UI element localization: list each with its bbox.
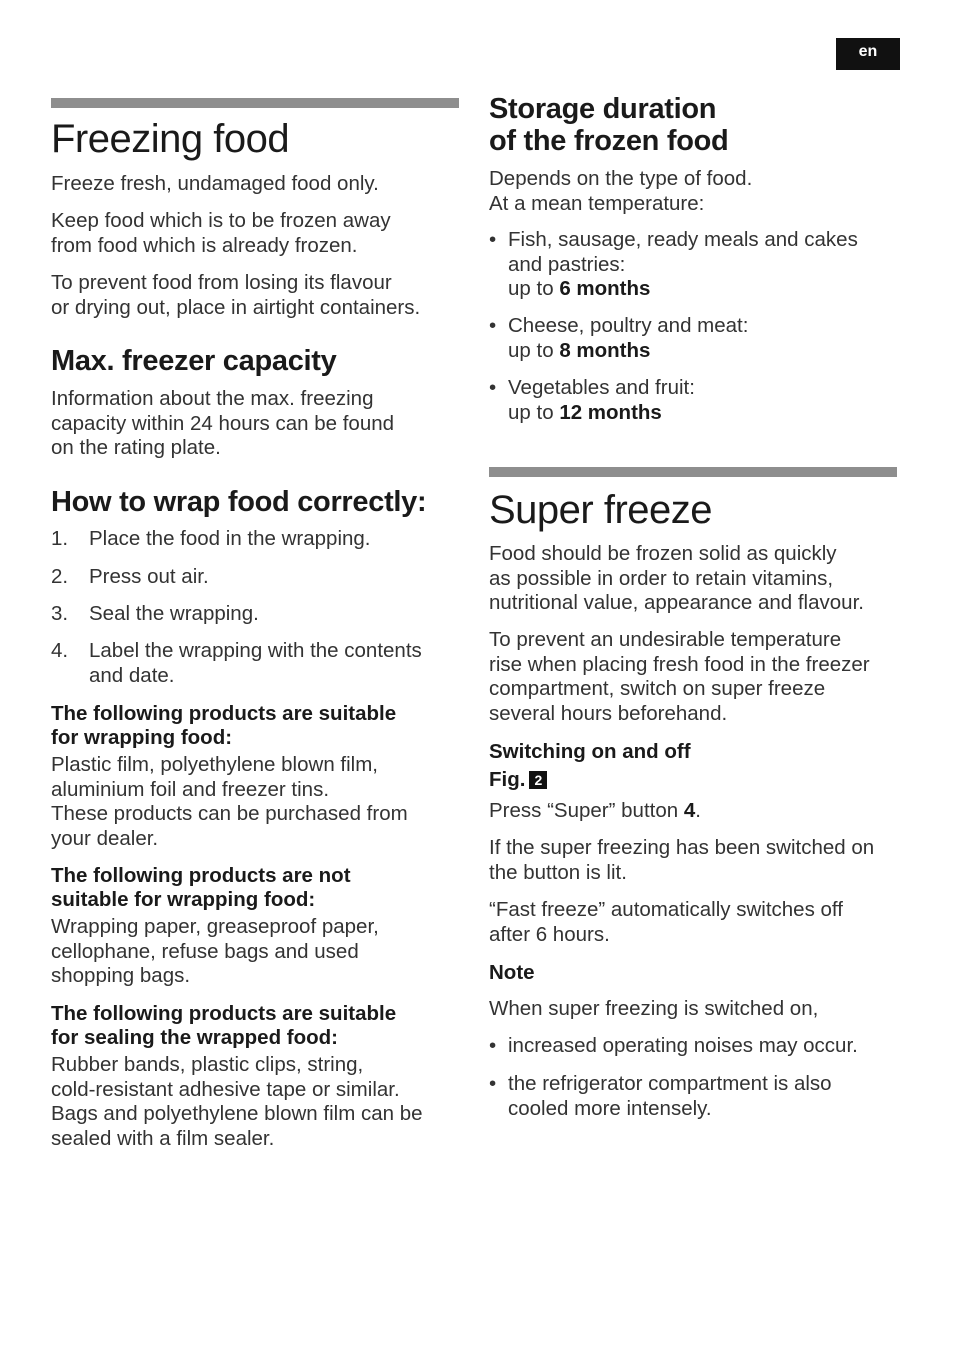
wrap-title: How to wrap food correctly: (51, 486, 427, 518)
suitable-text: Plastic film, polyethylene blown film, aluminium foil and freezer tins. These products can be purchased from your dealer. (51, 753, 408, 850)
figure-number-badge: 2 (529, 771, 547, 789)
storage-item: • Vegetables and fruit: up to 12 months (489, 376, 695, 424)
suitable-heading: The following products are suitable for wrapping food: (51, 702, 397, 749)
storage-item: • Cheese, poultry and meat: up to 8 months (489, 314, 749, 362)
note-intro: When super freezing is switched on, (489, 997, 819, 1020)
freezing-food-p3: To prevent food from losing its flavour or drying out, place in airtight containers. (51, 271, 421, 319)
super-freeze-p1: Food should be frozen solid as quickly as possible in order to retain vitamins, nutritional value, appearance and flavour. (489, 542, 864, 614)
note-item: • the refrigerator compartment is also cooled more intensely. (489, 1072, 832, 1120)
figure-reference: Fig. 2 (489, 768, 547, 792)
sealing-text: Rubber bands, plastic clips, string, cold-resistant adhesive tape or similar. Bags and polyethylene blown film can be sealed with a film sealer. (51, 1053, 423, 1150)
not-suitable-heading: The following products are not suitable for wrapping food: (51, 864, 351, 911)
max-capacity-text: Information about the max. freezing capacity within 24 hours can be found on the rating plate. (51, 387, 395, 459)
storage-duration-title: Storage duration of the frozen food (489, 93, 729, 157)
fast-freeze-text: “Fast freeze” automatically switches off after 6 hours. (489, 898, 843, 946)
press-super-text: Press “Super” button 4. (489, 799, 701, 822)
section-rule (51, 98, 459, 108)
not-suitable-text: Wrapping paper, greaseproof paper, cellophane, refuse bags and used shopping bags. (51, 915, 379, 987)
switching-heading: Switching on and off (489, 740, 691, 763)
wrap-step: 2. Press out air. (51, 565, 209, 588)
freezing-food-title: Freezing food (51, 117, 290, 161)
wrap-step: 4. Label the wrapping with the contents and date. (51, 639, 422, 687)
note-heading: Note (489, 961, 535, 984)
note-item: • increased operating noises may occur. (489, 1034, 858, 1057)
storage-item: • Fish, sausage, ready meals and cakes and pastries: up to 6 months (489, 228, 858, 300)
button-lit-text: If the super freezing has been switched on the button is lit. (489, 836, 875, 884)
wrap-step: 3. Seal the wrapping. (51, 602, 259, 625)
max-capacity-title: Max. freezer capacity (51, 345, 337, 377)
storage-intro: Depends on the type of food. At a mean temperature: (489, 167, 753, 215)
language-badge: en (836, 38, 900, 70)
super-freeze-title: Super freeze (489, 488, 713, 532)
sealing-heading: The following products are suitable for sealing the wrapped food: (51, 1002, 397, 1049)
super-freeze-p2: To prevent an undesirable temperature rise when placing fresh food in the freezer compartment, switch on super freeze several hours beforehand. (489, 628, 870, 725)
freezing-food-p2: Keep food which is to be frozen away from food which is already frozen. (51, 209, 391, 257)
section-rule (489, 467, 897, 477)
freezing-food-p1: Freeze fresh, undamaged food only. (51, 172, 379, 195)
wrap-step: 1. Place the food in the wrapping. (51, 527, 371, 550)
